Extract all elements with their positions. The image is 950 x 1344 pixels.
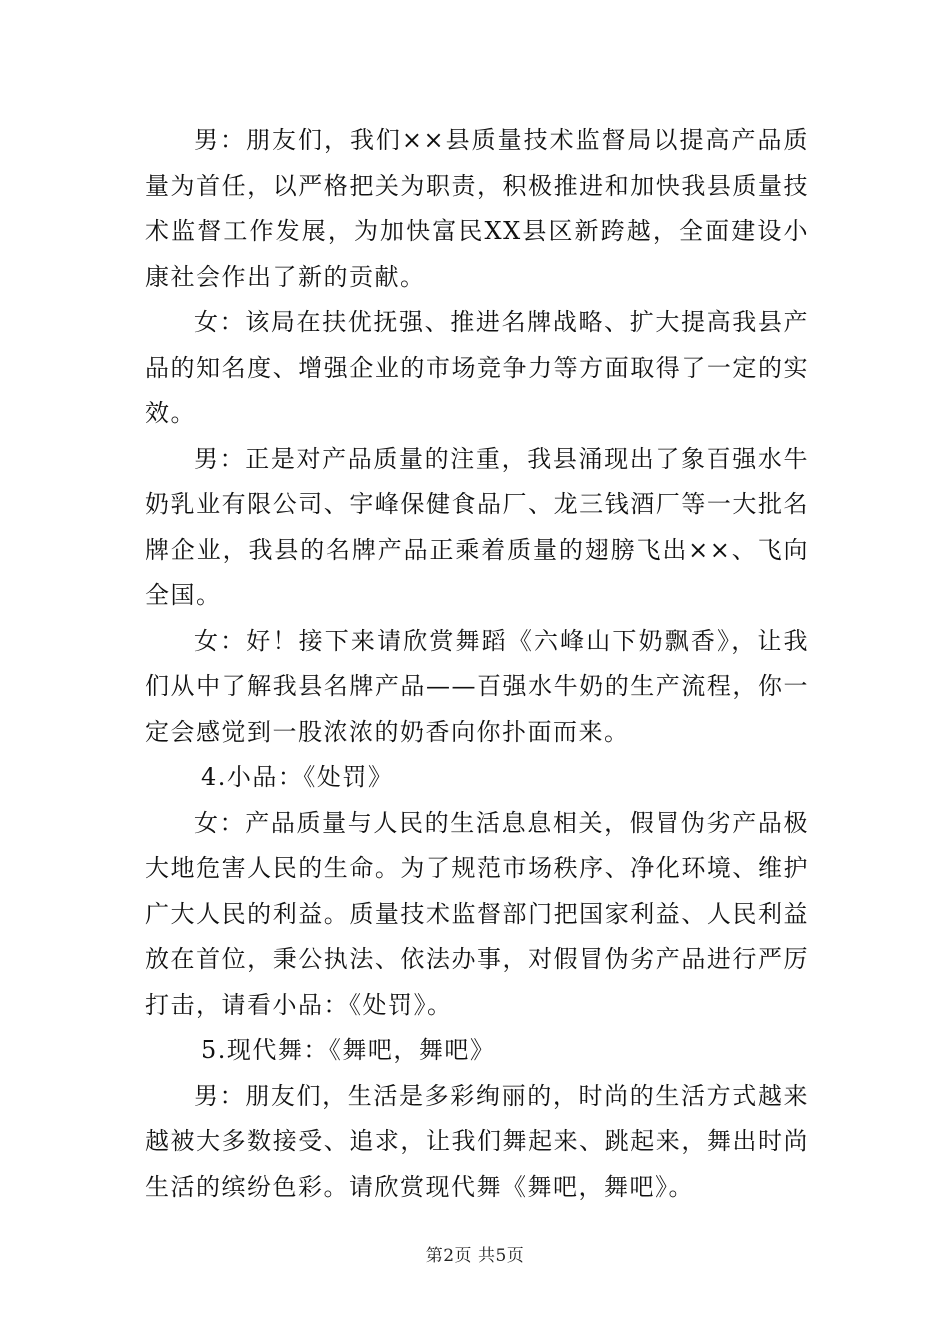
document-body (145, 118, 809, 1210)
dialogue-paragraph-male-2: 男：正是对产品质量的注重，我县涌现出了象百强水牛奶乳业有限公司、宇峰保健食品厂、龙三钱酒厂等一大批名牌企业，我县的名牌产品正乘着质量的翅膀飞出××、飞向全国。 (145, 444, 809, 609)
dialogue-paragraph-female-3: 女：产品质量与人民的生活息息相关，假冒伪劣产品极大地危害人民的生命。为了规范市场秩序、净化环境、维护广大人民的利益。质量技术监督部门把国家利益、人民利益放在首位，秉公执法、依法办事，对假冒伪劣产品进行严厉打击，请看小品：《处罚》。 (145, 808, 809, 1019)
dialogue-paragraph-female-2: 女：好！接下来请欣赏舞蹈《六峰山下奶飘香》，让我们从中了解我县名牌产品——百强水牛奶的生产流程，你一定会感觉到一股浓浓的奶香向你扑面而来。 (145, 626, 809, 746)
dialogue-paragraph-male-3: 男：朋友们，生活是多彩绚丽的，时尚的生活方式越来越被大多数接受、追求，让我们舞起来、跳起来，舞出时尚生活的缤纷色彩。请欣赏现代舞《舞吧，舞吧》。 (145, 1081, 809, 1201)
page-number-footer: 第2页 共5页 (425, 1246, 525, 1266)
section-heading-modern-dance: 5.现代舞：《舞吧，舞吧》 (201, 1036, 496, 1064)
section-heading-skit: 4.小品：《处罚》 (201, 763, 394, 791)
dialogue-paragraph-male-1: 男：朋友们，我们××县质量技术监督局以提高产品质量为首任，以严格把关为职责，积极推进和加快我县质量技术监督工作发展，为加快富民XX县区新跨越，全面建设小康社会作出了新的贡献。 (145, 126, 809, 291)
dialogue-paragraph-female-1: 女：该局在扶优抚强、推进名牌战略、扩大提高我县产品的知名度、增强企业的市场竞争力等方面取得了一定的实效。 (145, 308, 809, 427)
